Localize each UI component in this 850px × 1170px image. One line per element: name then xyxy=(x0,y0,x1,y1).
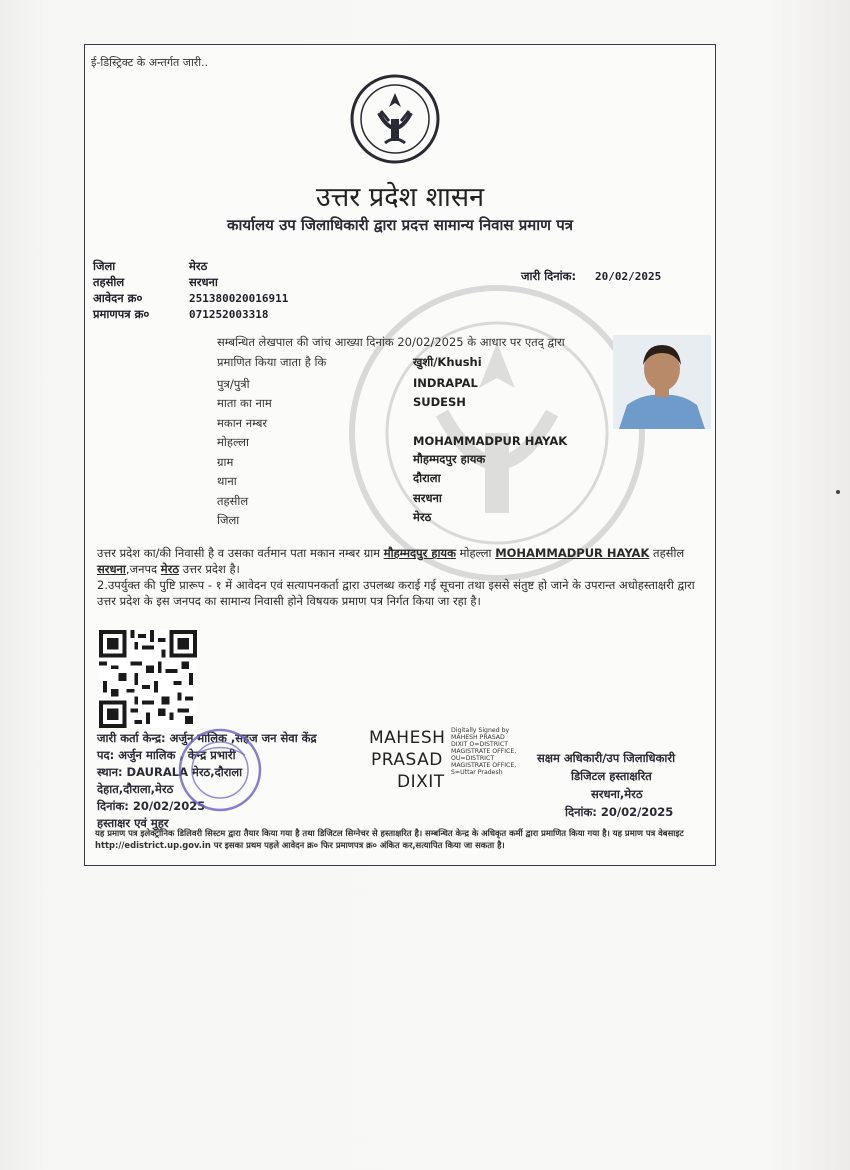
issuer-post: पद: अर्जुन मालिक , केन्द्र प्रभारी xyxy=(97,748,236,762)
parent-label: पुत्र/पुत्री xyxy=(217,377,250,391)
field-tehsil-value: सरधना xyxy=(413,491,442,505)
residence-paragraph: उत्तर प्रदेश का/की निवासी है व उसका वर्तमान पता मकान नम्बर ग्राम मौहम्मदपुर हायक मोहल्ला MOHAMMADPUR HAYAK तहसील सरधना,जनपद मेरठ उत्तर प्रदेश है। xyxy=(97,546,685,576)
tehsil-value: सरधना xyxy=(189,275,218,289)
center-stamp-icon xyxy=(175,725,265,815)
field-tehsil-label: तहसील xyxy=(217,494,249,508)
village-underlined: मौहम्मदपुर हायक xyxy=(383,546,456,560)
footer-note: यह प्रमाण पत्र इलेक्ट्रॉनिक डिलिवरी सिस्टम द्वारा तैयार किया गया है तथा डिजिटल सिग्नेचर से हस्ताक्षरित है। सम्बन्धित केन्द्र के अधिकृत कर्मी द्वारा प्रमाणित किया गया है। यह प्रमाण पत्र वेबसाइट http://edistrict.up.gov.in पर इसका प्रथम पहले आवेदन क्र० फिर प्रमाणपत्र क्र० अंकित कर,सत्यापित किया जा सकता है। xyxy=(95,828,684,850)
tehsil-underlined: सरधना xyxy=(97,562,126,576)
authority-date: दिनांक: 20/02/2025 xyxy=(565,805,674,819)
sign-seal-label: हस्ताक्षर एवं मुहर xyxy=(97,816,169,830)
district-underlined: मेरठ xyxy=(160,562,180,576)
certificate-no-label: प्रमाणपत्र क्र० xyxy=(93,307,150,321)
signer-name-line3: DIXIT xyxy=(397,772,445,792)
qr-code xyxy=(99,630,197,728)
up-emblem-icon xyxy=(349,73,441,165)
mohalla-value: MOHAMMADPUR HAYAK xyxy=(413,434,568,448)
mother-label: माता का नाम xyxy=(217,396,272,410)
signer-name-line1: MAHESH xyxy=(369,728,446,748)
certificate-title: उत्तर प्रदेश शासन xyxy=(315,182,485,213)
authority-place: सरधना,मेरठ xyxy=(591,787,643,801)
certificate xyxy=(84,44,716,866)
certificate-no-value: 071252003318 xyxy=(189,308,269,321)
house-label: मकान नम्बर xyxy=(217,416,268,430)
village-label: ग्राम xyxy=(217,455,234,469)
digital-signature-details: Digitally Signed by MAHESH PRASAD DIXIT O=DISTRICT MAGISTRATE OFFICE, OU=DISTRICT MAGISTRATE OFFICE, S=Uttar Pradesh xyxy=(451,727,517,776)
verification-paragraph: 2.उपर्युक्त की पुष्टि प्रारूप - १ में आवेदन एवं सत्यापनकर्ता द्वारा उपलब्ध कराई गई सूचना तथा इससे संतुष्ट हो जाने के उपरान्त अधोहस्ताक्षरी द्वारा उत्तर प्रदेश के इस जनपद का सामान्य निवासी होने विषयक प्रमाण पत्र निर्गत किया जा रहा है। xyxy=(97,578,695,608)
application-no-value: 251380020016911 xyxy=(189,292,289,305)
signer-name-line2: PRASAD xyxy=(371,750,443,770)
name-value: खुशी/Khushi xyxy=(413,355,482,369)
issuer-place: स्थान: DAURALA मेरठ,दौराला xyxy=(97,765,243,779)
field-district-value: मेरठ xyxy=(413,510,432,524)
mohalla-label: मोहल्ला xyxy=(217,435,249,449)
tehsil-label: तहसील xyxy=(93,275,125,289)
district-value: मेरठ xyxy=(189,259,208,273)
issuer-center: जारी कर्ता केन्द्र: अर्जुन मालिक ,सहज जन सेवा केंद्र xyxy=(97,731,317,745)
intro-line: सम्बन्धित लेखपाल की जांच आख्या दिनांक 20/02/2025 के आधार पर एतद् द्वारा xyxy=(217,335,565,349)
mother-value: SUDESH xyxy=(413,395,466,409)
thana-label: थाना xyxy=(217,474,237,488)
paper-speck xyxy=(836,490,840,494)
authority-title: सक्षम अधिकारी/उप जिलाधिकारी xyxy=(537,751,676,765)
issuer-date: दिनांक: 20/02/2025 xyxy=(97,799,206,813)
mohalla-underlined: MOHAMMADPUR HAYAK xyxy=(495,546,650,560)
application-no-label: आवेदन क्र० xyxy=(93,291,143,305)
emblem-watermark-icon xyxy=(347,283,650,583)
applicant-photo xyxy=(613,335,711,429)
field-district-label: जिला xyxy=(217,513,240,527)
authority-digital-signed: डिजिटल हस्ताक्षरित xyxy=(571,769,652,783)
parent-value: INDRAPAL xyxy=(413,376,478,390)
edistrict-note: ई-डिस्ट्रिक्ट के अन्तर्गत जारी.. xyxy=(91,56,209,69)
issuer-area: देहात,दौराला,मेरठ xyxy=(97,782,174,796)
certified-label: प्रमाणित किया जाता है कि xyxy=(217,355,327,369)
district-label: जिला xyxy=(93,259,116,273)
issue-date-label: जारी दिनांक: xyxy=(521,269,577,283)
issue-date-value: 20/02/2025 xyxy=(595,270,662,283)
village-value: मौहम्मदपुर हायक xyxy=(413,452,486,466)
thana-value: दौराला xyxy=(413,471,441,485)
certificate-subtitle: कार्यालय उप जिलाधिकारी द्वारा प्रदत्त सामान्य निवास प्रमाण पत्र xyxy=(227,216,573,234)
